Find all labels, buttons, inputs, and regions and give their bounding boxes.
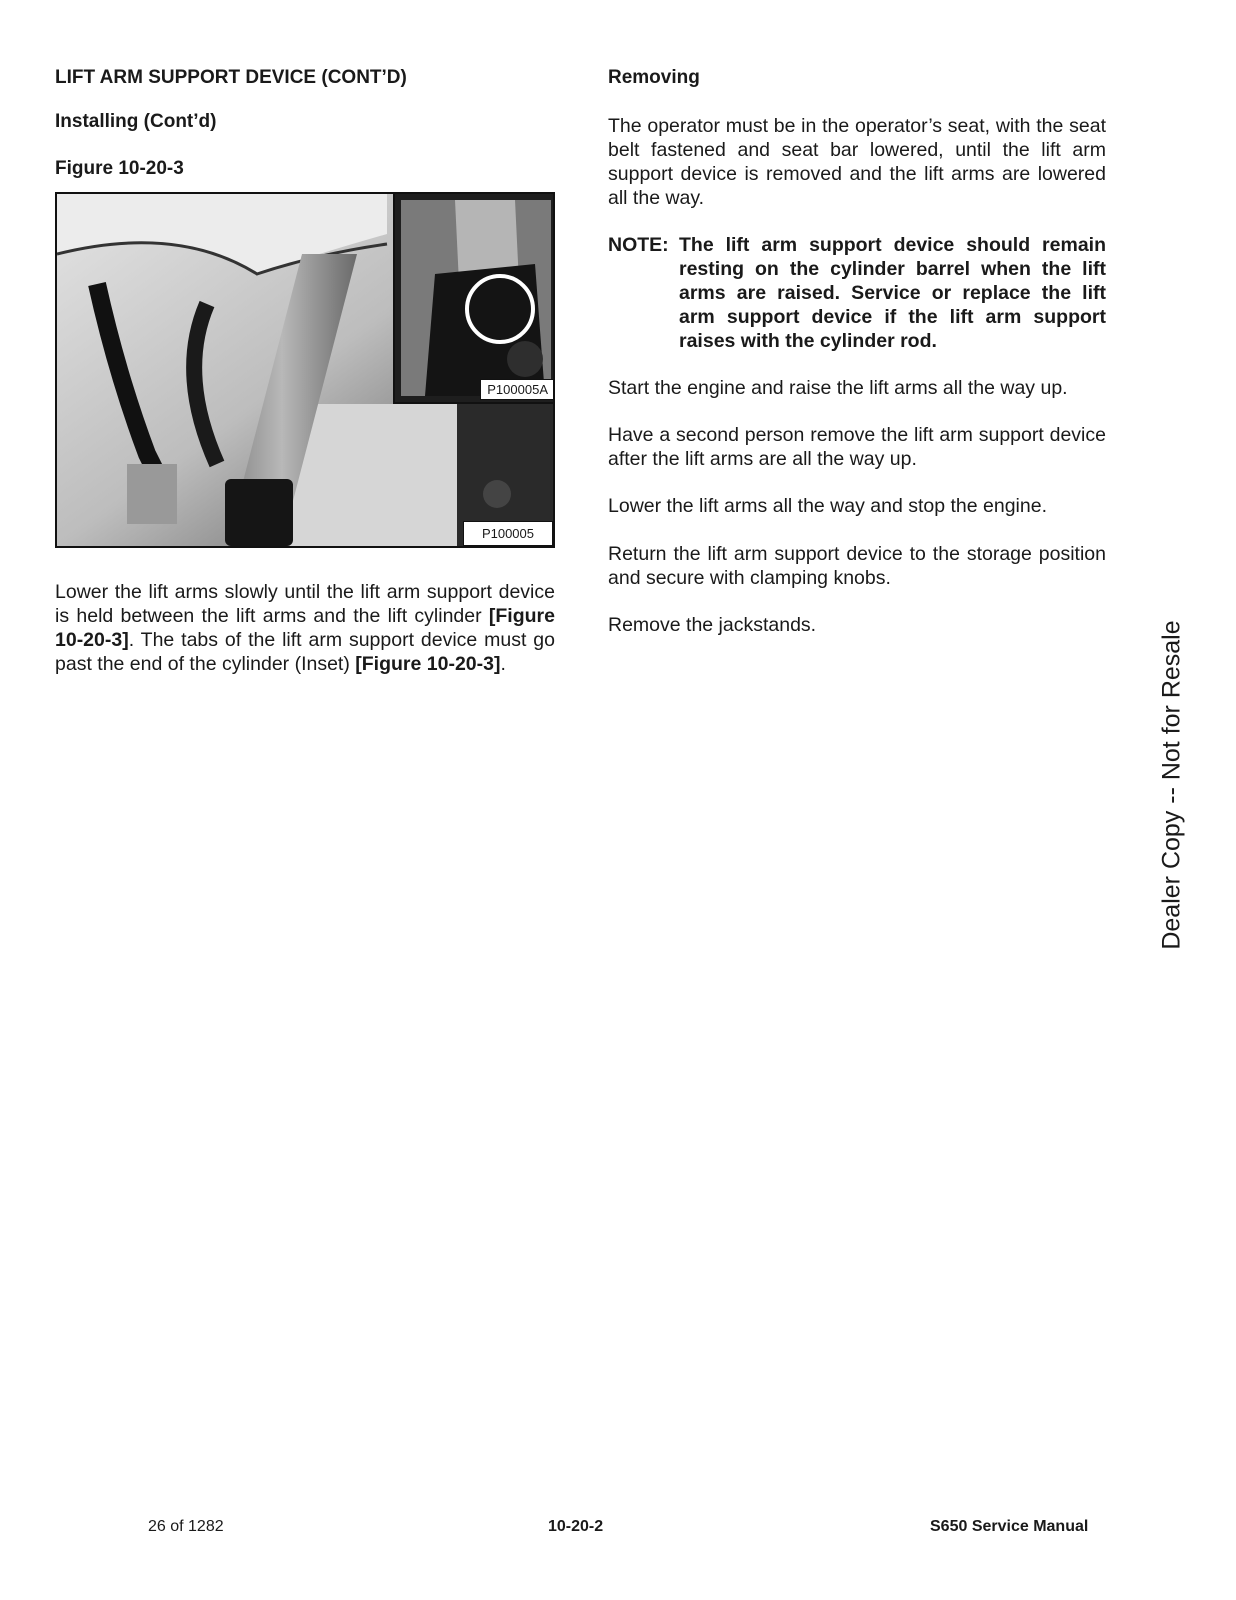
step-remove-jackstands: Remove the jackstands. bbox=[608, 614, 817, 636]
subsection-heading: Installing (Cont’d) bbox=[55, 111, 217, 132]
figure-ref-2: [Figure 10-20-3] bbox=[355, 653, 501, 675]
inset-photo bbox=[395, 194, 555, 402]
step-remove-device: Have a second person remove the lift arm support device after the lift arms are all the way up. bbox=[608, 424, 1106, 470]
dealer-watermark: Dealer Copy -- Not for Resale bbox=[1157, 620, 1186, 950]
para-text-2: . The tabs of the lift arm support device must go past the end of the cylinder (Inset) bbox=[55, 629, 555, 675]
step-return-device: Return the lift arm support device to the storage position and secure with clamping knobs. bbox=[608, 543, 1106, 589]
figure-ref-1: [Figure 10-20-3] bbox=[55, 605, 555, 651]
operator-paragraph: The operator must be in the operator’s seat, with the seat belt fastened and seat bar lowered, until the lift arm support device is removed and the lift arms are lowered all the way. bbox=[608, 115, 1106, 209]
para-text-1: Lower the lift arms slowly until the lift arm support device is held between the lift arms and the lift cylinder bbox=[55, 581, 555, 627]
installing-paragraph bbox=[55, 580, 555, 676]
figure-photo bbox=[55, 192, 555, 548]
step-start-engine: Start the engine and raise the lift arms all the way up. bbox=[608, 377, 1068, 399]
note-block bbox=[608, 233, 1106, 353]
footer-page-count: 26 of 1282 bbox=[148, 1518, 224, 1535]
removing-heading: Removing bbox=[608, 67, 700, 88]
figure-inset bbox=[393, 192, 555, 404]
inset-photo-id: P100005A bbox=[480, 379, 555, 400]
note-label: NOTE: bbox=[608, 234, 669, 256]
section-heading: LIFT ARM SUPPORT DEVICE (CONT’D) bbox=[55, 67, 407, 88]
footer-manual-title: S650 Service Manual bbox=[930, 1518, 1089, 1535]
step-lower-arms: Lower the lift arms all the way and stop the engine. bbox=[608, 495, 1047, 517]
footer-section-number: 10-20-2 bbox=[548, 1518, 604, 1535]
photo-id: P100005 bbox=[463, 521, 553, 546]
para-text-3: . bbox=[500, 653, 506, 675]
note-text: The lift arm support device should remain resting on the cylinder barrel when the lift arms are raised. Service or replace the lift arm support device if the lift arm support raises with the cylinder rod. bbox=[679, 234, 1106, 352]
figure-label: Figure 10-20-3 bbox=[55, 158, 184, 179]
